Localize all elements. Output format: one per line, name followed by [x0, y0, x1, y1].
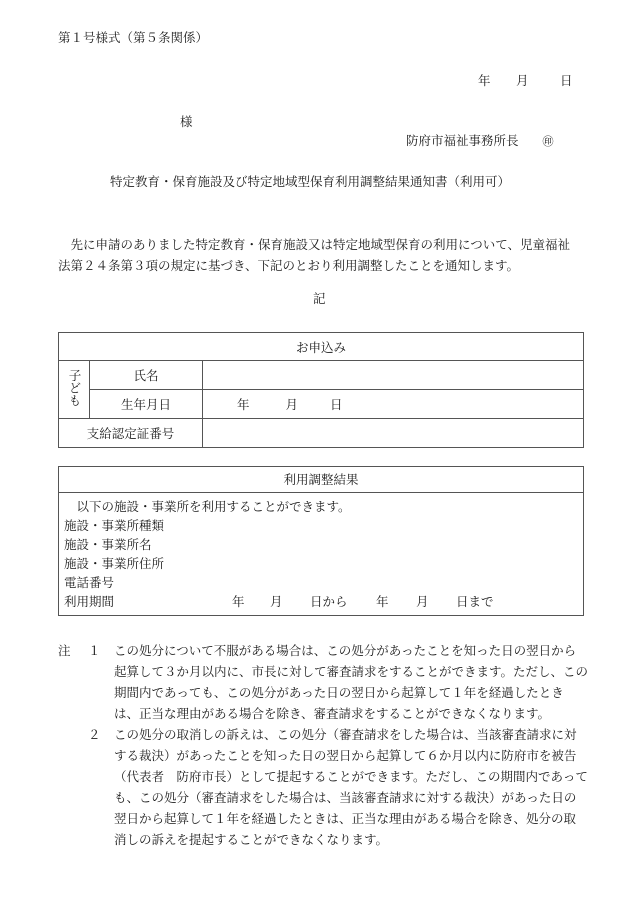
period-from-day: 日から — [310, 594, 348, 609]
form-number: 第１号様式（第５条関係） — [58, 30, 209, 45]
period-to-day: 日まで — [456, 594, 494, 609]
birthdate-label: 生年月日 — [90, 390, 203, 419]
cert-value — [203, 419, 584, 448]
name-label: 氏名 — [90, 361, 203, 390]
note-text: この処分について不服がある場合は、この処分があったことを知った日の翌日から起算して３か月以内に、市長に対して審査請求をすることができます。ただし、この期間内であっても、この処分があった日の翌日から起算して１年を経過したときは、正当な理由がある場合を除き、審査請求をすることができなくなります。 — [114, 643, 589, 721]
date-year: 年 — [478, 73, 491, 88]
result-box — [58, 466, 584, 616]
document-title: 特定教育・保育施設及び特定地域型保育利用調整結果通知書（利用可） — [110, 174, 511, 189]
result-header: 利用調整結果 — [59, 467, 583, 493]
period-to-month: 月 — [416, 594, 429, 609]
phone-label: 電話番号 — [64, 575, 115, 590]
child-label — [59, 361, 90, 419]
addressee-suffix: 様 — [180, 114, 193, 129]
note-item — [58, 724, 588, 850]
date-month: 月 — [516, 73, 529, 88]
ki-heading: 記 — [313, 291, 326, 306]
birth-day: 日 — [330, 397, 343, 412]
notes-section — [58, 640, 588, 850]
period-from-month: 月 — [270, 594, 283, 609]
birthdate-value — [203, 390, 584, 419]
note-number: ２ — [88, 727, 101, 742]
intro-text: 先に申請のありました特定教育・保育施設又は特定地域型保育の利用について、児童福祉法第２４条第３項の規定に基づき、下記のとおり利用調整したことを通知します。 — [58, 237, 571, 273]
application-table — [58, 332, 584, 448]
facility-name-label: 施設・事業所名 — [64, 537, 152, 552]
facility-type-label: 施設・事業所種類 — [64, 518, 165, 533]
note-text: この処分の取消しの訴えは、この処分（審査請求をした場合は、当該審査請求に対する裁決）があったことを知った日の翌日から起算して６か月以内に防府市を被告（代表者 防府市長）として提起することができます。ただし、この期間内であっても、この処分（審査請求をした場合は、当該審査請求に対する裁決）があった日の翌日から起算して１年を経過したときは、正当な理由がある場合を除き、処分の取消しの訴えを提起することができなくなります。 — [114, 727, 588, 847]
date-day: 日 — [560, 73, 573, 88]
birth-year: 年 — [237, 397, 250, 412]
cert-label: 支給認定証番号 — [59, 419, 203, 448]
issuer-name: 防府市福祉事務所長 — [406, 133, 519, 148]
note-number: １ — [88, 643, 101, 658]
result-lines — [59, 493, 583, 611]
facility-address-label: 施設・事業所住所 — [64, 556, 165, 571]
period-label: 利用期間 — [64, 594, 115, 609]
period-to-year: 年 — [376, 594, 389, 609]
notes-mark: 注 — [58, 643, 71, 658]
note-item — [58, 640, 588, 724]
birth-month: 月 — [285, 397, 299, 412]
intro-paragraph — [58, 234, 578, 276]
seal-mark: ㊞ — [542, 135, 554, 148]
result-line: 以下の施設・事業所を利用することができます。 — [64, 499, 351, 514]
issuer-line — [406, 135, 554, 148]
period-from-year: 年 — [232, 594, 245, 609]
application-header: お申込み — [59, 333, 584, 361]
period-line — [64, 592, 583, 611]
child-label-text: 子ども — [67, 369, 82, 407]
name-value — [203, 361, 584, 390]
